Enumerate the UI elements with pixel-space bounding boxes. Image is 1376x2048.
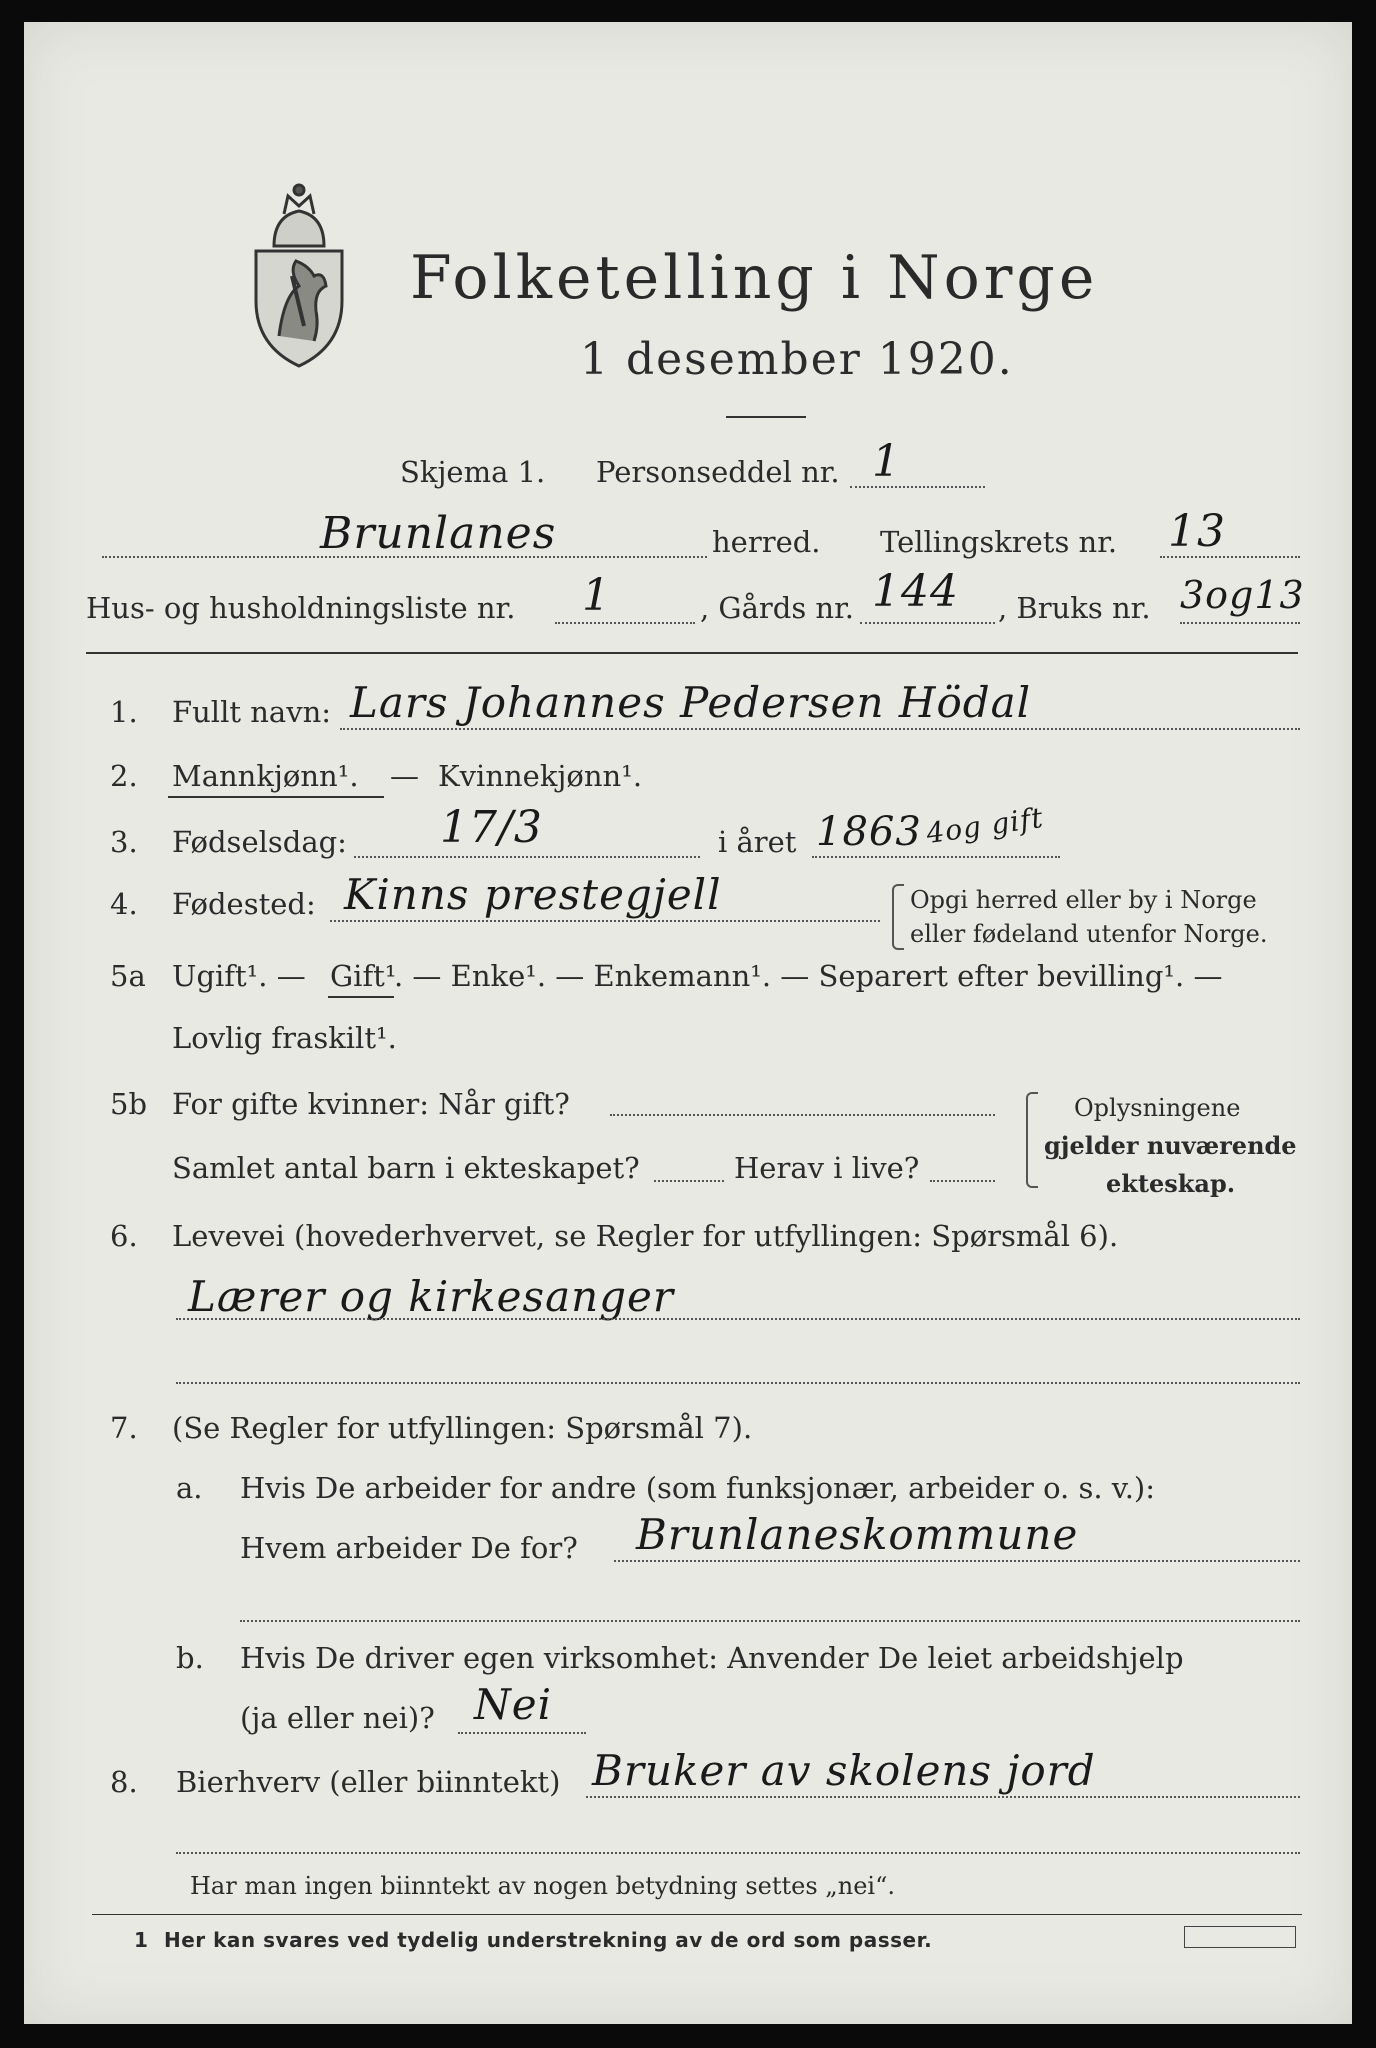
footnote-number: 1	[134, 1928, 149, 1952]
q8-value[interactable]: Bruker av skolens jord	[592, 1746, 1096, 1795]
q7a-line2	[240, 1620, 1300, 1622]
tellingskrets-value[interactable]: 13	[1168, 506, 1226, 557]
q4-hint-line2: eller fødeland utenfor Norge.	[910, 920, 1268, 948]
q3-day-line	[354, 856, 700, 858]
q2-separator: —	[390, 759, 419, 793]
q8-number: 8.	[110, 1765, 138, 1799]
q3-note[interactable]: 4og gift	[924, 800, 1046, 851]
q6-label: Levevei (hovederhvervet, se Regler for utfyllingen: Spørsmål 6).	[172, 1219, 1119, 1253]
q7b-number: b.	[176, 1641, 204, 1675]
q3-number: 3.	[110, 825, 138, 859]
q5b-label-nar-gift: For gifte kvinner: Når gift?	[172, 1087, 570, 1121]
bruks-line	[1180, 622, 1300, 624]
q2-number: 2.	[110, 759, 138, 793]
q6-line2	[176, 1382, 1300, 1384]
q5b-nar-gift-line	[610, 1114, 995, 1116]
bruks-value[interactable]: 3og13	[1180, 573, 1305, 617]
q5b-note-line2: gjelder nuværende	[1044, 1131, 1297, 1160]
form-date: 1 desember 1920.	[580, 334, 1014, 385]
herred-label: herred.	[712, 525, 821, 559]
q3-year-value[interactable]: 1863	[816, 809, 922, 855]
q4-label: Fødested:	[172, 887, 316, 921]
personseddel-value[interactable]: 1	[872, 436, 901, 487]
q3-label: Fødselsdag:	[172, 825, 347, 859]
q3-year-line	[812, 856, 1060, 858]
q5b-note-line1: Oplysningene	[1074, 1094, 1241, 1122]
q8-line2	[176, 1852, 1300, 1854]
q1-label: Fullt navn:	[172, 695, 332, 729]
hus-label: Hus- og husholdningsliste nr.	[86, 591, 516, 625]
q1-value[interactable]: Lars Johannes Pedersen Hödal	[350, 678, 1032, 727]
q4-value[interactable]: Kinns prestegjell	[344, 870, 722, 919]
footnote-divider	[92, 1914, 1302, 1915]
q3-value[interactable]: 17/3	[440, 802, 543, 853]
q7b-value[interactable]: Nei	[474, 1680, 553, 1729]
q7a-label-line2: Hvem arbeider De for?	[240, 1531, 578, 1565]
skjema-label: Skjema 1.	[400, 455, 546, 489]
gards-value[interactable]: 144	[872, 566, 959, 617]
personseddel-label: Personseddel nr.	[596, 455, 840, 489]
q3-year-label: i året	[718, 825, 797, 859]
q7a-line1	[614, 1560, 1300, 1562]
q8-line1	[586, 1796, 1300, 1798]
q5b-i-live-line	[930, 1180, 995, 1182]
q7a-label-line1: Hvis De arbeider for andre (som funksjonær, arbeider o. s. v.):	[240, 1471, 1156, 1505]
hus-line	[555, 622, 695, 624]
q7b-label-line1: Hvis De driver egen virksomhet: Anvender De leiet arbeidshjelp	[240, 1641, 1184, 1675]
q5a-number: 5a	[110, 959, 146, 993]
q1-number: 1.	[110, 695, 138, 729]
q4-hint-line1: Opgi herred eller by i Norge	[910, 886, 1257, 914]
q2-male-underline	[168, 796, 384, 798]
personseddel-line	[850, 486, 985, 488]
tellingskrets-label: Tellingskrets nr.	[880, 525, 1118, 559]
q5a-gift-underline	[328, 996, 394, 998]
norwegian-lion-coat-of-arms-icon	[244, 176, 354, 376]
q1-line	[340, 728, 1300, 730]
q5b-label-antal-barn: Samlet antal barn i ekteskapet?	[172, 1151, 640, 1185]
q7-number: 7.	[110, 1411, 138, 1445]
q5b-number: 5b	[110, 1087, 148, 1121]
form-title: Folketelling i Norge	[410, 243, 1099, 313]
q8-label: Bierhverv (eller biinntekt)	[176, 1765, 561, 1799]
q2-male-option[interactable]: Mannkjønn¹.	[172, 759, 359, 793]
q6-value[interactable]: Lærer og kirkesanger	[188, 1272, 674, 1321]
q2-female-option[interactable]: Kvinnekjønn¹.	[438, 759, 643, 793]
q5b-antal-barn-line	[654, 1180, 724, 1182]
q7a-number: a.	[176, 1471, 203, 1505]
herred-value[interactable]: Brunlanes	[320, 508, 557, 559]
bruks-label: , Bruks nr.	[998, 591, 1151, 625]
q5b-note-brace	[1026, 1092, 1038, 1188]
q7-label: (Se Regler for utfyllingen: Spørsmål 7).	[172, 1411, 753, 1445]
q4-hint-brace	[892, 884, 904, 950]
q6-line1	[176, 1318, 1300, 1320]
q5a-lovlig-fraskilt[interactable]: Lovlig fraskilt¹.	[172, 1021, 397, 1055]
title-divider	[726, 416, 806, 418]
q5a-ugift[interactable]: Ugift¹. —	[172, 959, 306, 993]
q5a-other-options[interactable]: . — Enke¹. — Enkemann¹. — Separert efter bevilling¹. —	[394, 959, 1223, 993]
q5b-label-i-live: Herav i live?	[734, 1151, 920, 1185]
printer-stamp-icon	[1184, 1926, 1296, 1948]
q5b-note-line3: ekteskap.	[1106, 1169, 1236, 1198]
q7a-value[interactable]: Brunlaneskommune	[636, 1510, 1079, 1559]
q4-line	[330, 920, 880, 922]
q7b-label-line2: (ja eller nei)?	[240, 1701, 435, 1735]
hus-value[interactable]: 1	[582, 570, 611, 621]
q8-note: Har man ingen biinntekt av nogen betydning settes „nei“.	[190, 1872, 895, 1900]
header-bottom-rule	[86, 652, 1298, 654]
q6-number: 6.	[110, 1219, 138, 1253]
gards-label: , Gårds nr.	[700, 591, 854, 625]
gards-line	[860, 622, 995, 624]
q4-number: 4.	[110, 887, 138, 921]
q7b-line	[458, 1732, 586, 1734]
q5a-gift-option[interactable]: Gift¹	[330, 959, 397, 993]
footnote-text: Her kan svares ved tydelig understrekning av de ord som passer.	[164, 1928, 933, 1952]
